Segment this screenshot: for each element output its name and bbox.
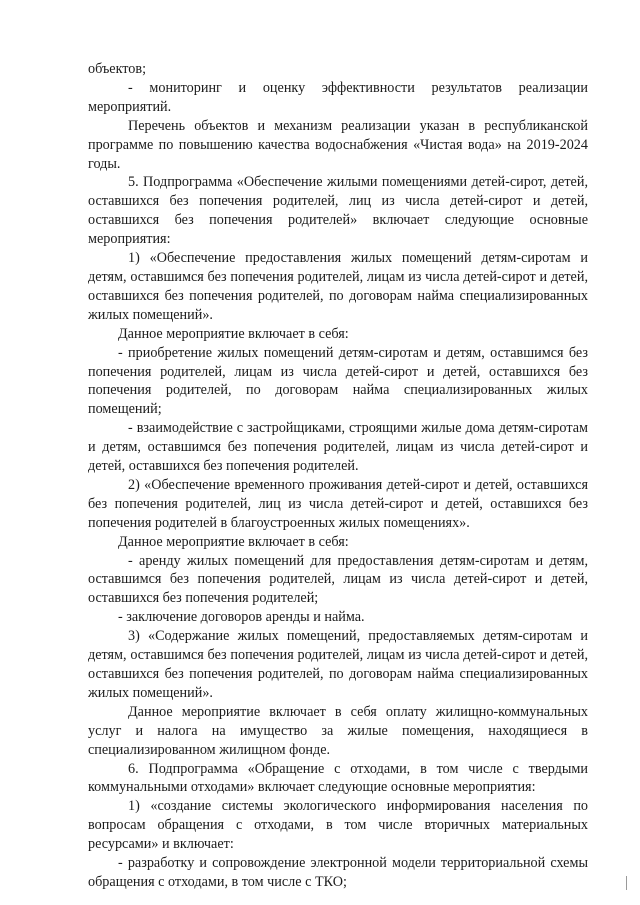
paragraph-monitoring: - мониторинг и оценку эффективности результатов реализации мероприятий. <box>88 79 588 115</box>
paragraph-includes-3: Данное мероприятие включает в себя оплату жилищно-коммунальных услуг и налога на имущество за жилые помещения, находящиеся в специализированном жилищном фонде. <box>88 703 588 758</box>
paragraph-measure-5-3: 3) «Содержание жилых помещений, предоставляемых детям-сиротам и детям, оставшимся без попечения родителей, лицам из числа детей-сирот и детей, оставшихся без попечения родителей, по договорам найма специализированных жилых помещений». <box>88 628 588 701</box>
paragraph-acquisition: - приобретение жилых помещений детям-сиротам и детям, оставшимся без попечения родителей, лицам из числа детей-сирот и детей, оставшихся без попечения родителей, по договорам найма специализированных жилых помещений; <box>88 344 588 418</box>
paragraph-objects-end: объектов; <box>88 61 147 77</box>
paragraph-object-list: Перечень объектов и механизм реализации указан в республиканской программе по повышению качества водоснабжения «Чистая вода» на 2019-2024 годы. <box>88 117 588 172</box>
paragraph-includes-2: Данное мероприятие включает в себя: <box>118 533 349 550</box>
paragraph-subprogram-6: 6. Подпрограмма «Обращение с отходами, в том числе с твердыми коммунальными отходами» включает следующие основные мероприятия: <box>88 760 588 796</box>
paragraph-measure-5-2: 2) «Обеспечение временного проживания детей-сирот и детей, оставшихся без попечения родителей, лиц из числа детей-сирот и детей, оставшихся без попечения родителей в благоустроенных жилых помещениях». <box>88 476 588 531</box>
paragraph-measure-5-1: 1) «Обеспечение предоставления жилых помещений детям-сиротам и детям, оставшимся без попечения родителей, лицам из числа детей-сирот и детей, оставшихся без попечения родителей, по договорам найма специализированных жилых помещений». <box>88 250 588 323</box>
paragraph-includes-1: Данное мероприятие включает в себя: <box>118 325 349 342</box>
scan-edge-mark <box>626 876 627 890</box>
paragraph-contracts: - заключение договоров аренды и найма. <box>118 609 365 626</box>
paragraph-electronic-model: - разработку и сопровождение электронной модели территориальной схемы обращения с отходами, в том числе с ТКО; <box>88 855 588 890</box>
paragraph-subprogram-5: 5. Подпрограмма «Обеспечение жилыми помещениями детей-сирот, детей, оставшихся без попечения родителей, лиц из числа детей-сирот и детей, оставшихся без попечения родителей» включает следующие основные мероприятия: <box>88 174 588 248</box>
paragraph-developers: - взаимодействие с застройщиками, строящими жилые дома детям-сиротам и детям, оставшимся без попечения родителей, лицам из числа детей-сирот и детей, оставшихся без попечения родителей. <box>88 420 588 475</box>
paragraph-measure-6-1: 1) «создание системы экологического информирования населения по вопросам обращения с отходами, в том числе вторичных материальных ресурсами» и включает: <box>88 798 588 853</box>
paragraph-rent: - аренду жилых помещений для предоставления детям-сиротам и детям, оставшимся без попечения родителей, лицам из числа детей-сирот и детей, оставшихся без попечения родителей; <box>88 552 588 607</box>
document-page <box>88 60 588 892</box>
